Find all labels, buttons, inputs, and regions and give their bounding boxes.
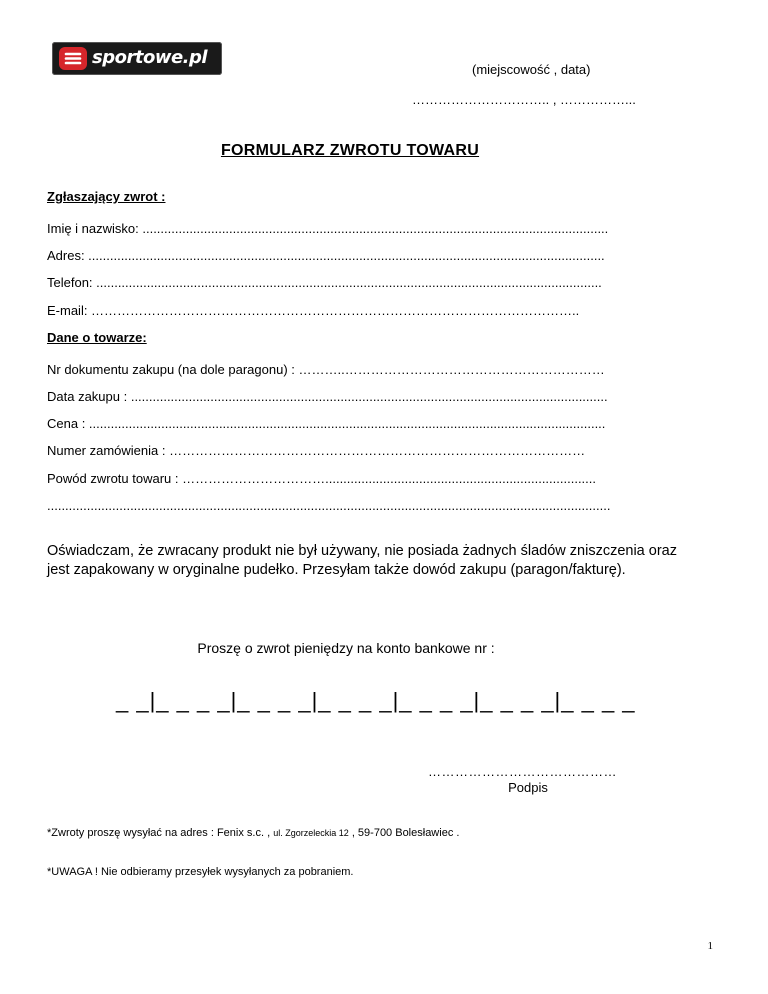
email-field: E-mail: ………………………………………………………………………………………………….. [47,303,580,318]
address-field: Adres: ............................................................................................................................................... [47,248,605,263]
cod-warning-note: *UWAGA ! Nie odbieramy przesyłek wysyłanych za pobraniem. [47,866,354,878]
return-reason-continuation: ............................................................................................................................................................ [47,498,611,513]
name-field: Imię i nazwisko: ................................................................................................................................. [47,221,609,236]
form-title: FORMULARZ ZWROTU TOWARU [220,142,480,159]
sportowe-logo [52,42,222,75]
page-number: 1 [707,940,713,952]
return-reason-field: Powód zwrotu towaru : ……………………………........................................................................... [47,471,597,486]
product-heading: Dane o towarze: [47,330,147,345]
signature-line: …………………………………… [428,764,617,779]
bank-account-number-field: _ _|_ _ _ _|_ _ _ _|_ _ _ _|_ _ _ _|_ _ _ _|_ _ _ _ [116,688,636,713]
place-date-label: (miejscowość , data) [472,62,591,77]
bank-account-label: Proszę o zwrot pieniędzy na konto bankowe nr : [197,640,495,656]
place-date-line: ………………………….. , ……………... [412,92,636,107]
submitter-heading: Zgłaszający zwrot : [47,189,166,204]
signature-label: Podpis [508,780,548,795]
purchase-date-field: Data zakupu : .................................................................................................................................... [47,389,608,404]
return-address-note [47,827,459,839]
phone-field: Telefon: ............................................................................................................................................ [47,275,602,290]
address-street: ul. Zgorzeleckia 12 [273,828,349,838]
order-number-field: Numer zamówienia : …………………………………………………………………………………… [47,443,586,458]
purchase-document-field: Nr dokumentu zakupu (na dole paragonu) : ………..…………………………………………………… [47,362,605,377]
price-field: Cena : ............................................................................................................................................... [47,416,606,431]
address-suffix: , 59-700 Bolesławiec . [351,827,460,839]
declaration-text: Oświadczam, że zwracany produkt nie był używany, nie posiada żadnych śladów zniszczenia oraz jest zapakowany w oryginalne pudełko. Przesyłam także dowód zakupu (paragon/fakturę). [47,543,677,578]
address-prefix: *Zwroty proszę wysyłać na adres : Fenix s.c. , [47,827,271,839]
s-logo-icon [58,46,88,71]
logo-text: sportowe.pl [92,47,208,68]
